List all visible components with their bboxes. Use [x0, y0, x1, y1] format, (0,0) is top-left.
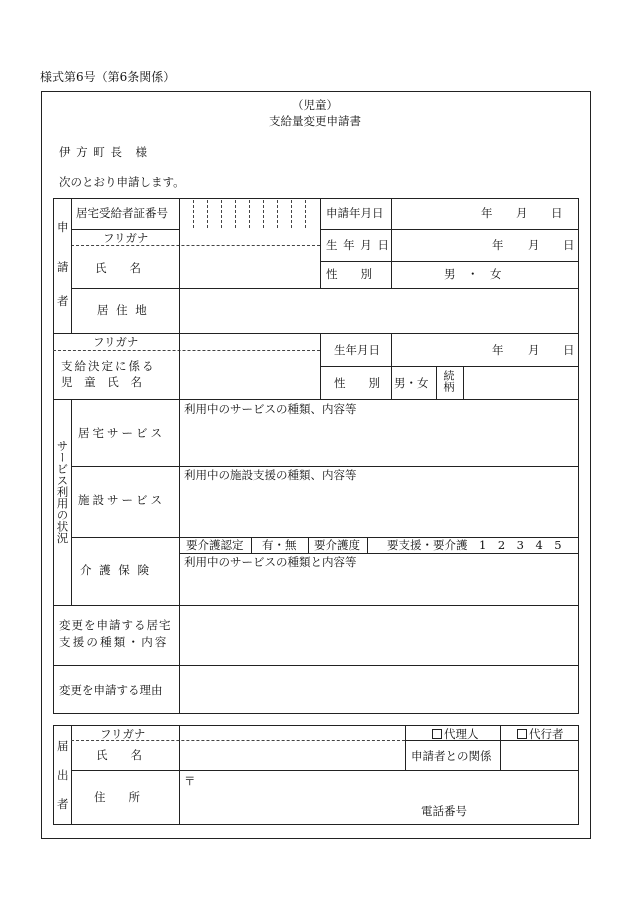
services-section-label: サービス利用の状況	[55, 440, 70, 544]
change-reason-input[interactable]	[181, 667, 577, 713]
intro-text: 次のとおり申請します。	[59, 175, 185, 189]
submitter-name-label: 氏 名	[96, 748, 142, 762]
applicant-section-char: 申	[57, 220, 69, 234]
birth-year: 年	[492, 238, 504, 252]
submitter-section-char: 出	[57, 768, 69, 782]
relation-input[interactable]	[465, 368, 577, 398]
child-label-line1: 支給決定に係る	[61, 359, 156, 373]
applicant-gender-label: 性 別	[326, 267, 372, 281]
home-service-text: 利用中のサービスの種類、内容等	[184, 402, 357, 416]
care-cert-label: 要介護認定	[186, 538, 244, 552]
child-gender-label: 性 別	[334, 376, 380, 390]
submitter-address-input[interactable]	[181, 772, 577, 802]
child-furigana-label: フリガナ	[93, 335, 139, 349]
proxy-label: 代理人	[444, 727, 479, 741]
care-level-value[interactable]: 要支援・要介護 1 2 3 4 5	[387, 538, 562, 552]
relation-to-applicant-input[interactable]	[502, 742, 577, 769]
change-request-input[interactable]	[181, 607, 577, 664]
applicant-gender-value[interactable]: 男 ・ 女	[444, 267, 502, 281]
apply-date-year: 年	[481, 206, 493, 220]
address-input[interactable]	[181, 290, 577, 332]
home-service-input[interactable]	[181, 418, 577, 464]
apply-date-day: 日	[551, 206, 563, 220]
applicant-birth-label: 生 年 月 日	[326, 238, 390, 252]
title-sub: （児童）	[292, 98, 338, 112]
apply-date-label: 申請年月日	[326, 206, 384, 220]
phone-label: 電話番号	[421, 804, 467, 818]
facility-service-text: 利用中の施設支援の種類、内容等	[184, 468, 357, 482]
child-birth-day: 日	[563, 343, 575, 357]
proxy-checkbox[interactable]	[432, 729, 479, 741]
submitter-name-input[interactable]	[181, 742, 404, 769]
change-request-line1: 変更を申請する居宅	[59, 618, 172, 632]
child-birth-month: 月	[528, 343, 540, 357]
birth-month: 月	[528, 238, 540, 252]
cert-number-input[interactable]	[181, 201, 319, 228]
postal-mark: 〒	[184, 774, 196, 788]
form-number: 様式第6号（第6条関係）	[40, 70, 176, 84]
change-request-line2: 支援の種類・内容	[59, 635, 169, 649]
applicant-furigana-label: フリガナ	[103, 231, 149, 245]
birth-day: 日	[563, 238, 575, 252]
submitter-furigana-label: フリガナ	[100, 727, 146, 741]
applicant-name-label: 氏 名	[95, 261, 141, 275]
submitter-section-char: 届	[57, 739, 69, 753]
relation-to-applicant-label: 申請者との関係	[411, 749, 492, 763]
applicant-name-input[interactable]	[181, 247, 319, 287]
relation-label: 続柄	[442, 370, 455, 392]
care-insurance-label: 介 護 保 険	[80, 563, 151, 577]
page-title: 支給量変更申請書	[269, 114, 361, 128]
care-service-text: 利用中のサービスの種類と内容等	[184, 555, 357, 569]
submitter-address-label: 住 所	[94, 790, 140, 804]
address-label: 居 住 地	[97, 303, 149, 317]
facility-service-label: 施設サービス	[78, 493, 165, 507]
applicant-section-char: 請	[57, 260, 69, 274]
apply-date-month: 月	[516, 206, 528, 220]
care-level-label: 要介護度	[314, 538, 360, 552]
child-gender-value[interactable]: 男・女	[394, 376, 429, 390]
home-service-label: 居宅サービス	[78, 426, 165, 440]
facility-service-input[interactable]	[181, 484, 577, 535]
child-name-input[interactable]	[181, 352, 319, 398]
applicant-section-char: 者	[57, 294, 69, 308]
child-birth-label: 生年月日	[334, 343, 380, 357]
care-service-input[interactable]	[181, 571, 577, 604]
submitter-section-char: 者	[57, 797, 69, 811]
care-cert-value[interactable]: 有・無	[262, 538, 297, 552]
agent-label: 代行者	[529, 727, 564, 741]
checkbox-icon	[517, 729, 527, 739]
change-reason-label: 変更を申請する理由	[59, 683, 163, 697]
addressee: 伊 方 町 長 様	[59, 145, 148, 159]
child-label-line2: 児 童 氏 名	[61, 375, 146, 389]
cert-number-label: 居宅受給者証番号	[76, 206, 168, 220]
checkbox-icon	[432, 729, 442, 739]
agent-checkbox[interactable]	[517, 729, 564, 741]
child-birth-year: 年	[492, 343, 504, 357]
